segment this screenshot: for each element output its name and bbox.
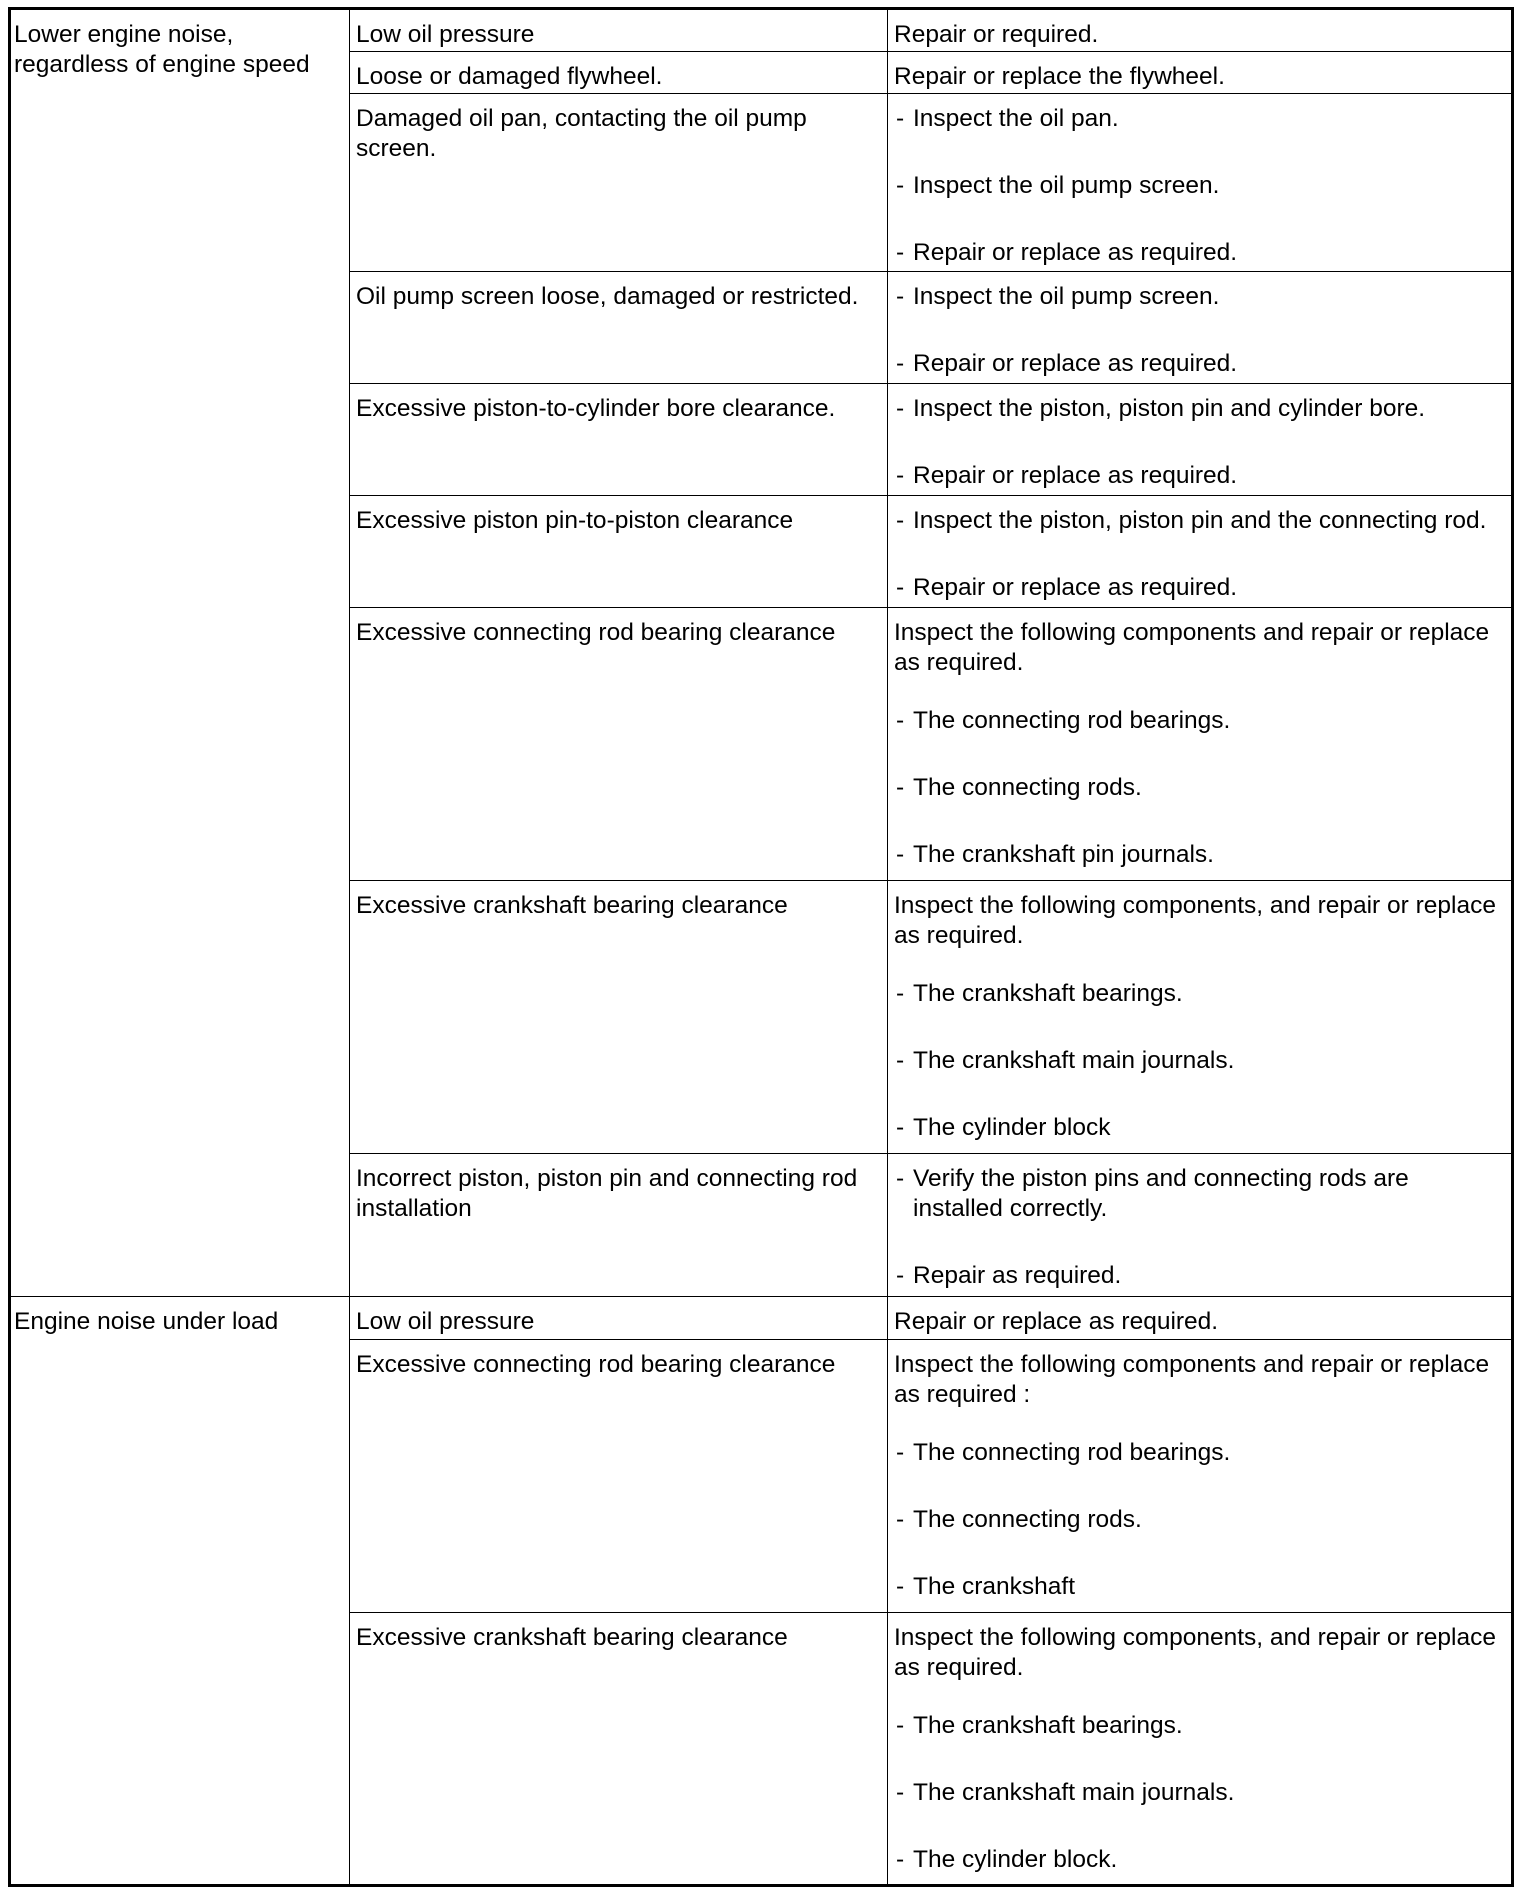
remedy-step: - The connecting rods. [894, 773, 1505, 803]
remedy-step: - The crankshaft bearings. [894, 979, 1505, 1009]
remedy-text: Inspect the following components, and repair or replace as required. [894, 1624, 1496, 1681]
cause-cell: Excessive piston pin-to-piston clearance [350, 496, 888, 608]
cause-cell: Low oil pressure [350, 1297, 888, 1340]
remedy-step: - The crankshaft [894, 1572, 1505, 1602]
diagnosis-table-body [10, 9, 1513, 1886]
remedy-step: - Inspect the oil pump screen. [894, 171, 1505, 201]
remedy-cell [888, 1613, 1513, 1886]
cause-cell: Excessive crankshaft bearing clearance [350, 1613, 888, 1886]
remedy-step: - The crankshaft bearings. [894, 1711, 1505, 1741]
remedy-step: - Inspect the oil pump screen. [894, 282, 1505, 312]
condition-cell: Lower engine noise, regardless of engine speed [10, 9, 350, 1297]
remedy-step: - Verify the piston pins and connecting rods are installed correctly. [894, 1164, 1505, 1224]
remedy-step: - Repair as required. [894, 1261, 1505, 1291]
remedy-cell [888, 881, 1513, 1154]
remedy-cell [888, 272, 1513, 384]
remedy-text: Inspect the following components, and repair or replace as required. [894, 892, 1496, 949]
cause-cell: Damaged oil pan, contacting the oil pump screen. [350, 94, 888, 272]
remedy-cell [888, 9, 1513, 52]
remedy-text: Repair or replace as required. [894, 1308, 1219, 1335]
table-row [10, 9, 1513, 52]
remedy-cell [888, 1154, 1513, 1297]
remedy-text: Repair or required. [894, 21, 1099, 48]
remedy-step: - Inspect the piston, piston pin and cylinder bore. [894, 394, 1505, 424]
condition-cell: Engine noise under load [10, 1297, 350, 1886]
cause-cell: Excessive crankshaft bearing clearance [350, 881, 888, 1154]
remedy-step: - Repair or replace as required. [894, 238, 1505, 268]
cause-cell: Incorrect piston, piston pin and connecting rod installation [350, 1154, 888, 1297]
remedy-step: - The crankshaft pin journals. [894, 840, 1505, 870]
diagnosis-table [8, 7, 1514, 1887]
remedy-cell [888, 1340, 1513, 1613]
remedy-cell [888, 94, 1513, 272]
remedy-step: - The connecting rods. [894, 1505, 1505, 1535]
remedy-text: Inspect the following components and repair or replace as required. [894, 619, 1490, 676]
cause-cell: Excessive piston-to-cylinder bore clearance. [350, 384, 888, 496]
remedy-step: - Repair or replace as required. [894, 349, 1505, 379]
table-row [10, 1297, 1513, 1340]
cause-cell: Loose or damaged flywheel. [350, 52, 888, 94]
remedy-cell [888, 384, 1513, 496]
remedy-cell [888, 608, 1513, 881]
remedy-step: - The connecting rod bearings. [894, 1438, 1505, 1468]
remedy-step: - Repair or replace as required. [894, 461, 1505, 491]
remedy-step: - The crankshaft main journals. [894, 1046, 1505, 1076]
remedy-step: - The connecting rod bearings. [894, 706, 1505, 736]
cause-cell: Excessive connecting rod bearing clearance [350, 608, 888, 881]
remedy-cell [888, 1297, 1513, 1340]
remedy-step: - Inspect the piston, piston pin and the connecting rod. [894, 506, 1505, 536]
remedy-step: - The cylinder block [894, 1113, 1505, 1143]
cause-cell: Excessive connecting rod bearing clearance [350, 1340, 888, 1613]
remedy-step: - The crankshaft main journals. [894, 1778, 1505, 1808]
remedy-step: - The cylinder block. [894, 1845, 1505, 1875]
remedy-text: Repair or replace the flywheel. [894, 63, 1225, 90]
remedy-step: - Repair or replace as required. [894, 573, 1505, 603]
remedy-cell [888, 496, 1513, 608]
remedy-step: - Inspect the oil pan. [894, 104, 1505, 134]
remedy-cell [888, 52, 1513, 94]
remedy-text: Inspect the following components and repair or replace as required : [894, 1351, 1490, 1408]
cause-cell: Low oil pressure [350, 9, 888, 52]
cause-cell: Oil pump screen loose, damaged or restricted. [350, 272, 888, 384]
